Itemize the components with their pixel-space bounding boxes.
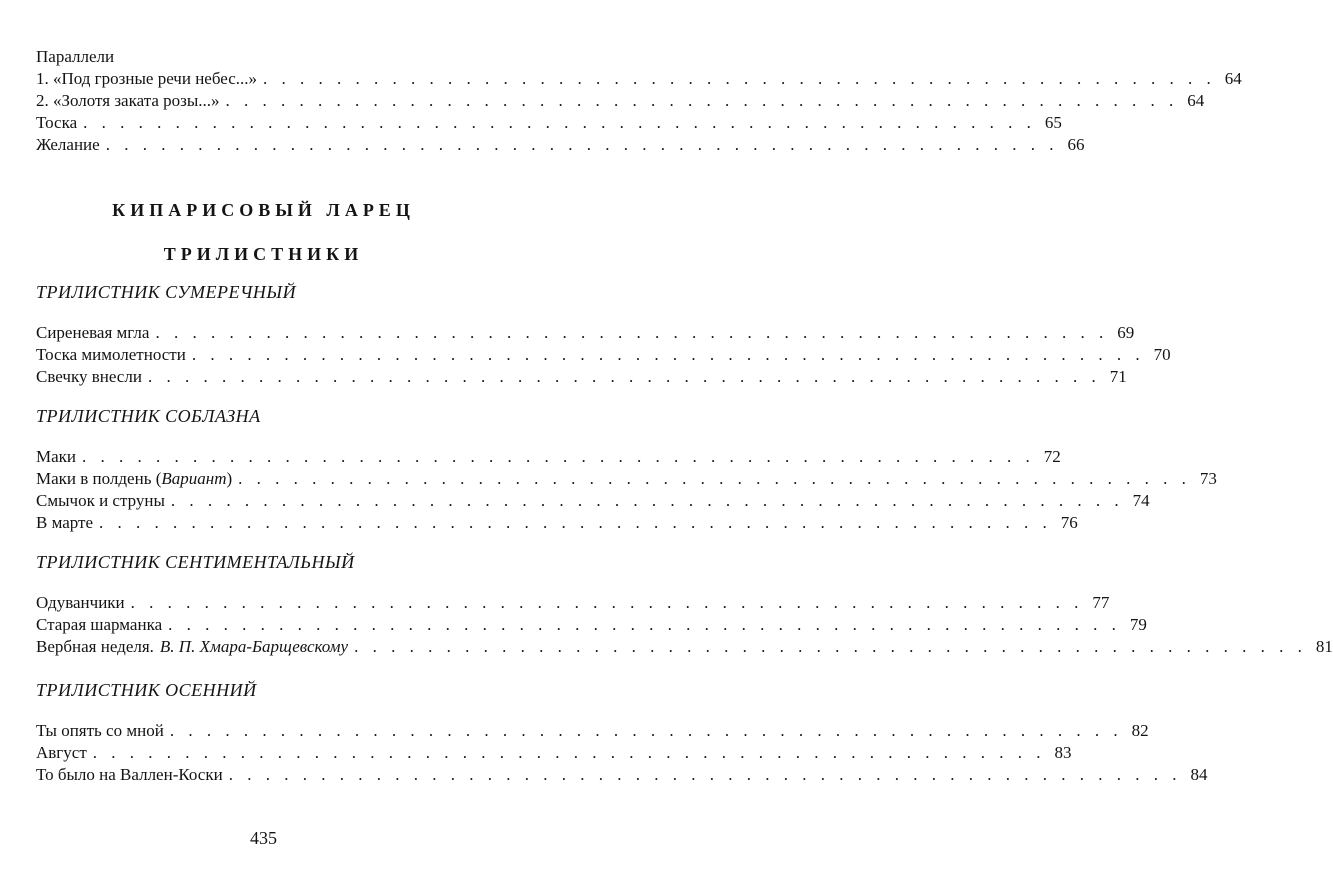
toc-entry-title: Маки в полдень	[36, 469, 152, 488]
dot-leader: . . . . . . . . . . . . . . . . . . . . . . . . . . . . . . . . . . . . . . . . . . . . . . . . . . . .	[225, 91, 1179, 110]
dot-leader: . . . . . . . . . . . . . . . . . . . . . . . . . . . . . . . . . . . . . . . . . . . . . . . . . . . .	[191, 345, 1145, 364]
dot-leader: . . . . . . . . . . . . . . . . . . . . . . . . . . . . . . . . . . . . . . . . . . . . . . . . . . . .	[170, 491, 1124, 510]
page-number: 435	[250, 828, 277, 848]
toc-entry	[36, 764, 1208, 786]
toc-entry-page: 79	[1129, 615, 1147, 634]
part-title: ТРИЛИСТНИКИ	[163, 244, 364, 264]
toc-entry-title: Смычок и струны	[36, 491, 165, 510]
dot-leader: . . . . . . . . . . . . . . . . . . . . . . . . . . . . . . . . . . . . . . . . . . . . . . . . . . . .	[105, 135, 1059, 154]
toc-entry	[36, 134, 1085, 156]
toc-entry-page: 74	[1132, 491, 1150, 510]
toc-entry-title: Вербная неделя.	[36, 637, 154, 656]
book-title: КИПАРИСОВЫЙ ЛАРЕЦ	[112, 200, 415, 220]
section-heading: ТРИЛИСТНИК ОСЕННИЙ	[36, 680, 257, 700]
dot-leader: . . . . . . . . . . . . . . . . . . . . . . . . . . . . . . . . . . . . . . . . . . . . . . . . . . . .	[228, 765, 1182, 784]
toc-entry-page: 83	[1054, 743, 1072, 762]
toc-entry-dedication: В. П. Хмара-Барщевскому	[159, 637, 349, 656]
toc-entry-page: 70	[1153, 345, 1171, 364]
toc-entry-title: 2. «Золотя заката розы...»	[36, 91, 220, 110]
group-label-parallels: Параллели	[36, 47, 115, 66]
dot-leader: . . . . . . . . . . . . . . . . . . . . . . . . . . . . . . . . . . . . . . . . . . . . . . . . . . . .	[147, 367, 1101, 386]
toc-entry-page: 69	[1117, 323, 1135, 342]
dot-leader: . . . . . . . . . . . . . . . . . . . . . . . . . . . . . . . . . . . . . . . . . . . . . . . . . . . .	[354, 637, 1307, 656]
toc-entry-page: 73	[1199, 469, 1217, 488]
toc-entry-title: Старая шарманка	[36, 615, 163, 634]
toc-entry-page: 84	[1190, 765, 1208, 784]
dot-leader: . . . . . . . . . . . . . . . . . . . . . . . . . . . . . . . . . . . . . . . . . . . . . . . . . . . .	[92, 743, 1046, 762]
toc-entry-page: 64	[1187, 91, 1205, 110]
toc-entry-title: Одуванчики	[36, 593, 125, 612]
dot-leader: . . . . . . . . . . . . . . . . . . . . . . . . . . . . . . . . . . . . . . . . . . . . . . . . . . . .	[130, 593, 1084, 612]
variant-label: Вариант	[161, 469, 227, 488]
dot-leader: . . . . . . . . . . . . . . . . . . . . . . . . . . . . . . . . . . . . . . . . . . . . . . . . . . . .	[82, 447, 1035, 466]
toc-entry	[36, 614, 1147, 636]
toc-entry-title: Тоска мимолетности	[36, 345, 186, 364]
toc-entry-page: 81	[1315, 637, 1333, 656]
toc-entry	[36, 344, 1171, 366]
toc-entry-title: Ты опять со мной	[36, 721, 164, 740]
toc-entry-page: 66	[1067, 135, 1085, 154]
toc-entry-title: В марте	[36, 513, 94, 532]
toc-entry	[36, 742, 1072, 764]
toc-entry-title: Август	[36, 743, 87, 762]
toc-entry	[36, 468, 1217, 490]
dot-leader: . . . . . . . . . . . . . . . . . . . . . . . . . . . . . . . . . . . . . . . . . . . . . . . . . . . .	[168, 615, 1121, 634]
toc-entry	[36, 322, 1135, 344]
dot-leader: . . . . . . . . . . . . . . . . . . . . . . . . . . . . . . . . . . . . . . . . . . . . . . . . . . . .	[238, 469, 1191, 488]
toc-entry	[36, 720, 1149, 742]
toc-entry-title: Свечку внесли	[36, 367, 142, 386]
toc-entry	[36, 366, 1127, 388]
toc-entry-page: 71	[1109, 367, 1127, 386]
toc-entry-page: 64	[1224, 69, 1242, 88]
toc-entry-page: 72	[1043, 447, 1061, 466]
dot-leader: . . . . . . . . . . . . . . . . . . . . . . . . . . . . . . . . . . . . . . . . . . . . . . . . . . . .	[83, 113, 1036, 132]
toc-entry-title: Желание	[36, 135, 100, 154]
toc-entry	[36, 90, 1205, 112]
toc-entry	[36, 592, 1110, 614]
section-heading: ТРИЛИСТНИК СУМЕРЕЧНЫЙ	[36, 282, 297, 302]
toc-entry-page: 76	[1060, 513, 1078, 532]
toc-entry	[36, 68, 1242, 90]
toc-entry-page: 82	[1131, 721, 1149, 740]
toc-entry-title: Тоска	[36, 113, 78, 132]
toc-entry-title: Маки	[36, 447, 77, 466]
toc-entry	[36, 446, 1061, 468]
dot-leader: . . . . . . . . . . . . . . . . . . . . . . . . . . . . . . . . . . . . . . . . . . . . . . . . . . . .	[169, 721, 1123, 740]
dot-leader: . . . . . . . . . . . . . . . . . . . . . . . . . . . . . . . . . . . . . . . . . . . . . . . . . . . .	[263, 69, 1216, 88]
toc-entry-title: То было на Валлен-Коски	[36, 765, 223, 784]
section-heading: ТРИЛИСТНИК СЕНТИМЕНТАЛЬНЫЙ	[36, 552, 355, 572]
section-heading: ТРИЛИСТНИК СОБЛАЗНА	[36, 406, 261, 426]
toc-entry-page: 65	[1044, 113, 1062, 132]
toc-entry	[36, 512, 1078, 534]
toc-entry	[36, 112, 1062, 134]
variant-open-paren: (	[151, 469, 162, 488]
toc-entry-page: 77	[1092, 593, 1110, 612]
dot-leader: . . . . . . . . . . . . . . . . . . . . . . . . . . . . . . . . . . . . . . . . . . . . . . . . . . . .	[99, 513, 1052, 532]
toc-entry	[36, 490, 1150, 512]
dot-leader: . . . . . . . . . . . . . . . . . . . . . . . . . . . . . . . . . . . . . . . . . . . . . . . . . . . .	[155, 323, 1109, 342]
toc-entry-title: 1. «Под грозные речи небес...»	[36, 69, 258, 88]
toc-entry-title: Сиреневая мгла	[36, 323, 150, 342]
variant-close-paren: )	[226, 469, 233, 488]
toc-entry	[36, 636, 1333, 658]
